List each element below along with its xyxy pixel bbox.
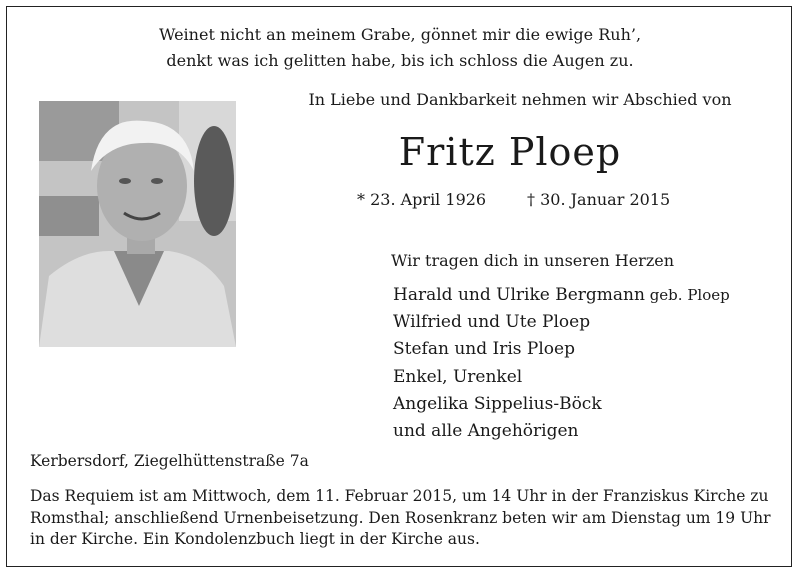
poem-line: denkt was ich gelitten habe, bis ich schloss die Augen zu.: [166, 51, 634, 70]
birth-date: * 23. April 1926: [357, 190, 487, 209]
mourner-line: [393, 309, 730, 336]
requiem-info: [30, 486, 772, 551]
deceased-name: Fritz Ploep: [398, 130, 622, 174]
mourner-name: Harald und Ulrike Bergmann: [393, 285, 645, 305]
mourner-name: Wilfried und Ute Ploep: [393, 312, 591, 333]
mourner-suffix: geb. Ploep: [644, 286, 730, 304]
mourner-name: und alle Angehörigen: [393, 421, 579, 442]
poem-line: Weinet nicht an meinem Grabe, gönnet mir die ewige Ruh’,: [158, 25, 642, 44]
mourner-name: Enkel, Urenkel: [393, 366, 523, 387]
farewell-intro: In Liebe und Dankbarkeit nehmen wir Abschied von: [308, 90, 732, 109]
mourner-name: Stefan und Iris Ploep: [393, 339, 575, 360]
requiem-line: Romsthal; anschließend Urnenbeisetzung. Den Rosenkranz beten wir am Dienstag um 19 Uhr: [30, 508, 771, 527]
requiem-line: Das Requiem ist am Mittwoch, dem 11. Februar 2015, um 14 Uhr in der Franziskus Kirche zu: [30, 487, 769, 505]
portrait-photo: [39, 101, 236, 347]
death-date: † 30. Januar 2015: [527, 190, 671, 209]
requiem-line: in der Kirche. Ein Kondolenzbuch liegt in der Kirche aus.: [30, 530, 480, 548]
mourner-line: [393, 364, 730, 391]
mourners-list: [393, 282, 730, 445]
mourner-name: Angelika Sippelius-Böck: [393, 393, 602, 414]
tagline: Wir tragen dich in unseren Herzen: [391, 251, 675, 270]
address: Kerbersdorf, Ziegelhüttenstraße 7a: [30, 452, 309, 470]
memorial-poem: [0, 22, 800, 74]
mourner-line: [393, 391, 730, 418]
mourner-line: [393, 418, 730, 445]
mourner-line: [393, 336, 730, 363]
mourner-line: [393, 282, 730, 309]
